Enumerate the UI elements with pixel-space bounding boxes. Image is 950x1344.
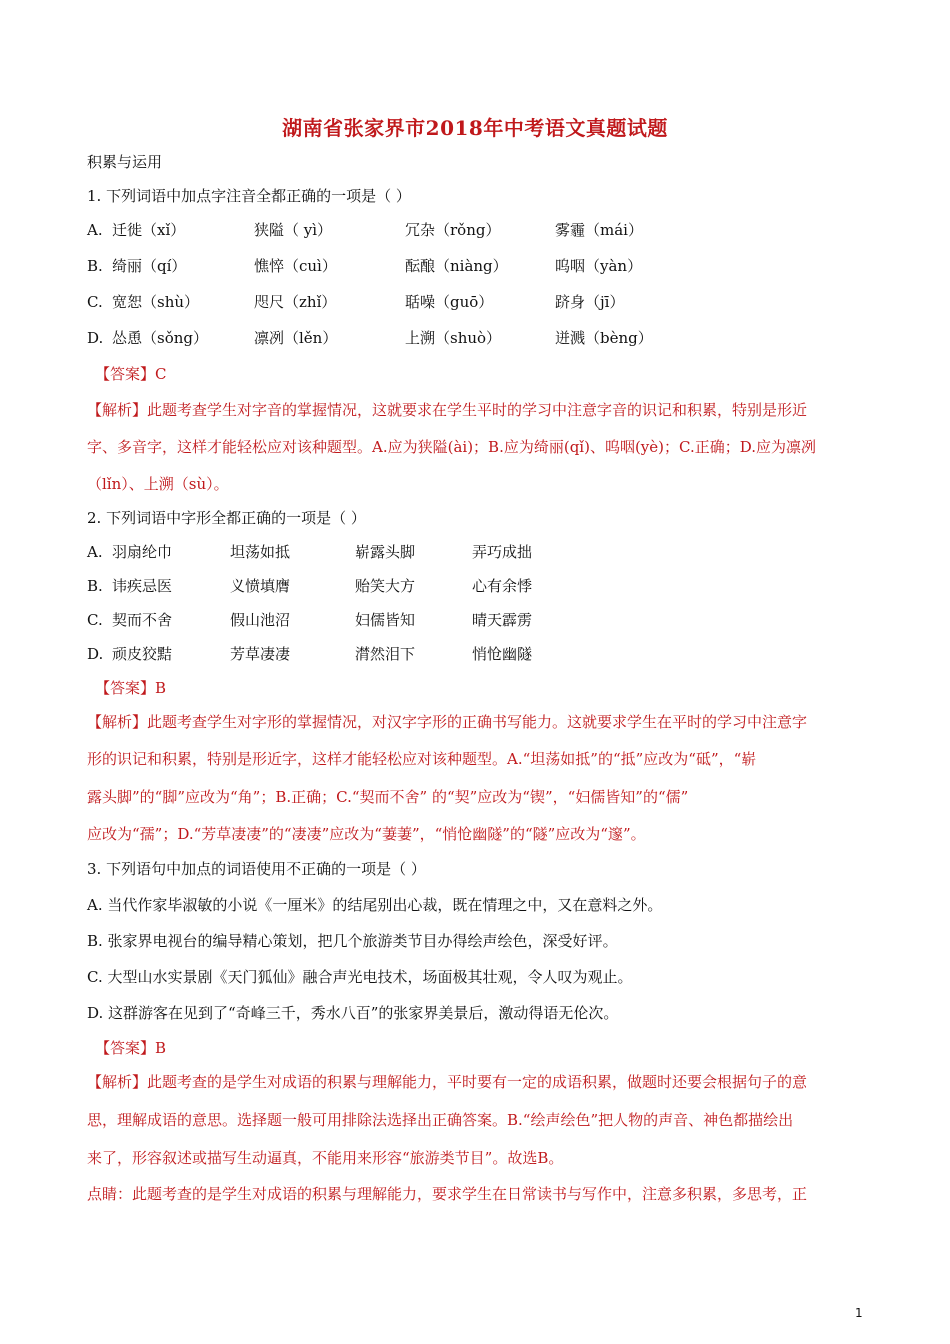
- q2-option-item: 契而不舍: [112, 611, 173, 629]
- q3-stem: 3. 下列语句中加点的词语使用不正确的一项是（ ）: [87, 860, 426, 878]
- q2-option-item: 坦荡如抵: [230, 543, 291, 561]
- q2-option-item: 芳草凄凄: [230, 645, 291, 663]
- q2-stem: 2. 下列词语中字形全都正确的一项是（ ）: [87, 509, 366, 527]
- q2-option-item: 心有余悸: [472, 577, 533, 595]
- q1-option-item: 凛冽（lěn）: [254, 329, 338, 347]
- q3-analysis-line: 来了，形容叙述或描写生动逼真，不能用来形容“旅游类节目”。故选B。: [87, 1149, 564, 1167]
- page-title: 湖南省张家界市2018年中考语文真题试题: [282, 116, 668, 140]
- q3-analysis-line: 【解析】此题考查的是学生对成语的积累与理解能力，平时要有一定的成语积累，做题时还要会根据句子的意: [87, 1073, 808, 1091]
- q2-option-letter: C.: [87, 611, 103, 629]
- q3-analysis-line: 点睛：此题考查的是学生对成语的积累与理解能力，要求学生在日常读书与写作中，注意多积累，多思考，正: [87, 1185, 808, 1203]
- q1-analysis-line: （lǐn）、上溯（sù）。: [87, 475, 229, 493]
- q1-option-item: 雾霾（mái）: [555, 221, 643, 239]
- q2-option-item: 顽皮狡黠: [112, 645, 173, 663]
- q1-analysis-line: 字、多音字，这样才能轻松应对该种题型。A.应为狭隘(ài)；B.应为绮丽(qǐ)、呜咽(yè)；C.正确；D.应为凛冽: [87, 438, 816, 456]
- q1-option-item: 酝酿（niàng）: [405, 257, 508, 275]
- q2-option-letter: B.: [87, 577, 103, 595]
- q2-analysis-line: 应改为“孺”；D.“芳草凄凄”的“凄凄”应改为“萋萋”，“悄怆幽隧”的“隧”应改为“邃”。: [87, 825, 646, 843]
- q1-option-item: 憔悴（cuì）: [254, 257, 337, 275]
- q1-option-item: 狭隘（ yì）: [254, 221, 333, 239]
- q2-option-item: 羽扇纶巾: [112, 543, 173, 561]
- q1-option-item: 呜咽（yàn）: [555, 257, 643, 275]
- q2-option-item: 讳疾忌医: [112, 577, 173, 595]
- q1-option-letter: D.: [87, 329, 104, 347]
- q1-answer: 【答案】C: [95, 365, 167, 383]
- page-number: 1: [855, 1306, 863, 1320]
- q1-option-item: 宽恕（shù）: [112, 293, 200, 311]
- q1-option-letter: C.: [87, 293, 103, 311]
- q1-option-item: 聒噪（guō）: [405, 293, 494, 311]
- q2-option-item: 崭露头脚: [355, 543, 416, 561]
- q1-option-item: 冗杂（rǒng）: [405, 221, 501, 239]
- q2-option-letter: D.: [87, 645, 104, 663]
- q3-option: D. 这群游客在见到了“奇峰三千，秀水八百”的张家界美景后，激动得语无伦次。: [87, 1004, 619, 1022]
- q1-analysis-line: 【解析】此题考查学生对字音的掌握情况，这就要求在学生平时的学习中注意字音的识记和积累，特别是形近: [87, 401, 808, 419]
- q1-option-letter: B.: [87, 257, 103, 275]
- q2-option-item: 弄巧成拙: [472, 543, 533, 561]
- q1-option-item: 迸溅（bèng）: [555, 329, 653, 347]
- q1-option-item: 上溯（shuò）: [405, 329, 502, 347]
- q1-option-letter: A.: [87, 221, 103, 239]
- q1-option-item: 怂恿（sǒng）: [112, 329, 208, 347]
- q2-option-item: 贻笑大方: [355, 577, 416, 595]
- q2-answer: 【答案】B: [95, 679, 167, 697]
- q1-option-item: 跻身（jī）: [555, 293, 625, 311]
- q3-option: B. 张家界电视台的编导精心策划，把几个旅游类节目办得绘声绘色，深受好评。: [87, 932, 618, 950]
- q1-stem: 1. 下列词语中加点字注音全都正确的一项是（ ）: [87, 187, 411, 205]
- q2-analysis-line: 露头脚”的“脚”应改为“角”；B.正确；C.“契而不舍” 的“契”应改为“锲”，“妇儒皆知”的“儒”: [87, 788, 689, 806]
- q2-option-item: 妇儒皆知: [355, 611, 416, 629]
- q3-analysis-line: 思，理解成语的意思。选择题一般可用排除法选择出正确答案。B.“绘声绘色”把人物的声音、神色都描绘出: [87, 1111, 794, 1129]
- q2-option-letter: A.: [87, 543, 103, 561]
- q3-answer: 【答案】B: [95, 1039, 167, 1057]
- q1-option-item: 咫尺（zhǐ）: [254, 293, 337, 311]
- q2-option-item: 潸然泪下: [355, 645, 416, 663]
- q2-analysis-line: 形的识记和积累，特别是形近字，这样才能轻松应对该种题型。A.“坦荡如抵”的“抵”应改为“砥”，“崭: [87, 750, 757, 768]
- q2-analysis-line: 【解析】此题考查学生对字形的掌握情况，对汉字字形的正确书写能力。这就要求学生在平时的学习中注意字: [87, 713, 808, 731]
- q3-option: A. 当代作家毕淑敏的小说《一厘米》的结尾别出心裁，既在情理之中，又在意料之外。: [87, 896, 663, 914]
- q3-option: C. 大型山水实景剧《天门狐仙》融合声光电技术，场面极其壮观，令人叹为观止。: [87, 968, 633, 986]
- q2-option-item: 假山池沼: [230, 611, 291, 629]
- q1-option-item: 迁徙（xǐ）: [112, 221, 186, 239]
- q2-option-item: 义愤填膺: [230, 577, 291, 595]
- section-heading: 积累与运用: [87, 153, 163, 171]
- q2-option-item: 悄怆幽隧: [472, 645, 533, 663]
- q1-option-item: 绮丽（qí）: [112, 257, 187, 275]
- q2-option-item: 晴天霹雳: [472, 611, 533, 629]
